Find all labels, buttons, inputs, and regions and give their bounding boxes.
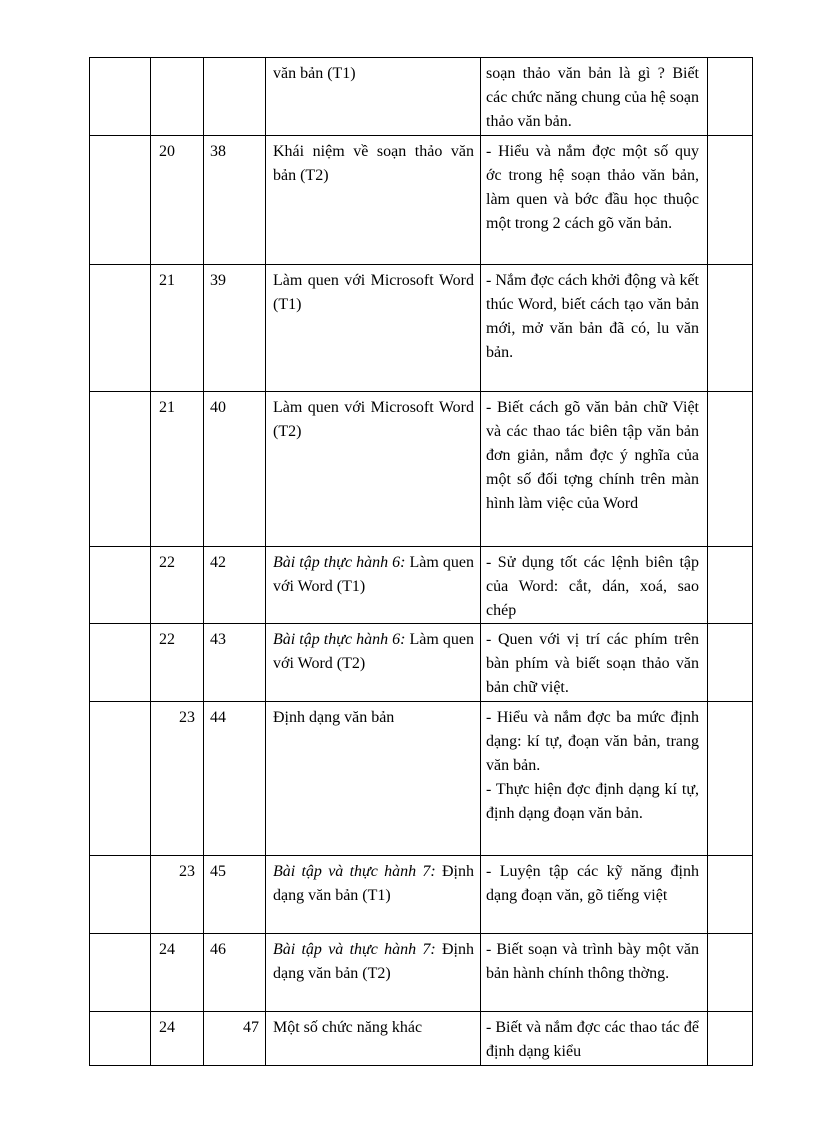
blank-cell bbox=[90, 265, 151, 392]
table-row bbox=[90, 624, 753, 702]
lesson-title-cell bbox=[266, 58, 481, 136]
objective-cell bbox=[481, 392, 708, 547]
objective-text: - Nắm đợc cách khởi động và kết thúc Word, biết cách tạo văn bản mới, mở văn bản đã có, lu văn bản. bbox=[486, 272, 699, 361]
objective-cell bbox=[481, 547, 708, 624]
week-cell: 24 bbox=[151, 1012, 204, 1066]
blank-cell bbox=[90, 702, 151, 856]
lesson-title: văn bản (T1) bbox=[273, 65, 356, 82]
table-row bbox=[90, 392, 753, 547]
week-cell: 22 bbox=[151, 547, 204, 624]
lesson-title: Khái niệm về soạn thảo văn bản (T2) bbox=[273, 143, 474, 184]
lesson-number-cell: 39 bbox=[204, 265, 266, 392]
lesson-number-cell: 38 bbox=[204, 136, 266, 265]
objective-cell bbox=[481, 136, 708, 265]
blank-cell bbox=[90, 1012, 151, 1066]
table-row bbox=[90, 58, 753, 136]
lesson-title-cell bbox=[266, 547, 481, 624]
lesson-title: Làm quen với Word (T2) bbox=[273, 631, 475, 672]
blank-cell bbox=[90, 934, 151, 1012]
notes-cell bbox=[708, 58, 753, 136]
lesson-title-cell bbox=[266, 1012, 481, 1066]
table-row bbox=[90, 265, 753, 392]
lesson-number-cell: 46 bbox=[204, 934, 266, 1012]
objective-cell bbox=[481, 265, 708, 392]
blank-cell bbox=[90, 136, 151, 265]
week-cell: 20 bbox=[151, 136, 204, 265]
lesson-title-prefix: Bài tập thực hành 6: bbox=[273, 554, 406, 571]
notes-cell bbox=[708, 136, 753, 265]
lesson-number-cell: 47 bbox=[204, 1012, 266, 1066]
table-row bbox=[90, 856, 753, 934]
objective-cell bbox=[481, 702, 708, 856]
week-cell: 21 bbox=[151, 265, 204, 392]
lesson-number-cell: 42 bbox=[204, 547, 266, 624]
blank-cell bbox=[90, 58, 151, 136]
objective-text: - Luyện tập các kỹ năng định dạng đoạn văn, gõ tiếng việt bbox=[486, 863, 699, 904]
objective-text: soạn thảo văn bản là gì ? Biết các chức năng chung của hệ soạn thảo văn bản. bbox=[486, 65, 700, 130]
week-cell bbox=[151, 58, 204, 136]
objective-text: - Biết soạn và trình bày một văn bản hành chính thông thờng. bbox=[486, 941, 699, 982]
lesson-title-cell bbox=[266, 934, 481, 1012]
notes-cell bbox=[708, 702, 753, 856]
notes-cell bbox=[708, 856, 753, 934]
blank-cell bbox=[90, 392, 151, 547]
objective-cell bbox=[481, 58, 708, 136]
objective-text: - Hiểu và nắm đợc ba mức định dạng: kí tự, đoạn văn bản, trang văn bản. - Thực hiện đợc định dạng kí tự, định dạng đoạn văn bản. bbox=[486, 709, 699, 822]
lesson-title: Làm quen với Microsoft Word (T1) bbox=[273, 272, 474, 313]
lesson-title: Một số chức năng khác bbox=[273, 1019, 423, 1036]
lesson-number-cell: 44 bbox=[204, 702, 266, 856]
week-cell: 21 bbox=[151, 392, 204, 547]
lesson-title-prefix: Bài tập và thực hành 7: bbox=[273, 941, 436, 958]
objective-cell bbox=[481, 1012, 708, 1066]
objective-cell bbox=[481, 624, 708, 702]
lesson-title: Làm quen với Word (T1) bbox=[273, 554, 475, 595]
lesson-title: Định dạng văn bản (T1) bbox=[273, 863, 475, 904]
lesson-title-cell bbox=[266, 392, 481, 547]
notes-cell bbox=[708, 392, 753, 547]
objective-text: - Sử dụng tốt các lệnh biên tập của Word: cắt, dán, xoá, sao chép bbox=[486, 554, 699, 619]
lesson-title: Làm quen với Microsoft Word (T2) bbox=[273, 399, 474, 440]
lesson-title-cell bbox=[266, 136, 481, 265]
lesson-title: Định dạng văn bản bbox=[273, 709, 395, 726]
table-row bbox=[90, 934, 753, 1012]
objective-text: - Hiểu và nắm đợc một số quy ớc trong hệ soạn thảo văn bản, làm quen và bớc đầu học thuộc một trong 2 cách gõ văn bản. bbox=[486, 143, 699, 232]
blank-cell bbox=[90, 547, 151, 624]
objective-cell bbox=[481, 856, 708, 934]
blank-cell bbox=[90, 624, 151, 702]
objective-text: - Quen với vị trí các phím trên bàn phím và biết soạn thảo văn bản chữ việt. bbox=[486, 631, 699, 696]
lesson-title-prefix: Bài tập thực hành 6: bbox=[273, 631, 406, 648]
week-cell: 23 bbox=[151, 702, 204, 856]
lesson-title: Định dạng văn bản (T2) bbox=[273, 941, 475, 982]
notes-cell bbox=[708, 624, 753, 702]
lesson-number-cell: 43 bbox=[204, 624, 266, 702]
notes-cell bbox=[708, 547, 753, 624]
notes-cell bbox=[708, 1012, 753, 1066]
lesson-title-cell bbox=[266, 624, 481, 702]
week-cell: 23 bbox=[151, 856, 204, 934]
lesson-number-cell: 45 bbox=[204, 856, 266, 934]
lesson-title-cell bbox=[266, 265, 481, 392]
lesson-number-cell: 40 bbox=[204, 392, 266, 547]
week-cell: 22 bbox=[151, 624, 204, 702]
table-row bbox=[90, 1012, 753, 1066]
blank-cell bbox=[90, 856, 151, 934]
table-row bbox=[90, 547, 753, 624]
week-cell: 24 bbox=[151, 934, 204, 1012]
lesson-title-cell bbox=[266, 702, 481, 856]
notes-cell bbox=[708, 934, 753, 1012]
lesson-title-prefix: Bài tập và thực hành 7: bbox=[273, 863, 436, 880]
notes-cell bbox=[708, 265, 753, 392]
objective-cell bbox=[481, 934, 708, 1012]
objective-text: - Biết cách gõ văn bản chữ Việt và các thao tác biên tập văn bản đơn giản, nắm đợc ý nghĩa của một số đối tợng chính trên màn hình làm việc của Word bbox=[486, 399, 699, 512]
lesson-plan-table bbox=[89, 57, 753, 1066]
table-row bbox=[90, 136, 753, 265]
table-row bbox=[90, 702, 753, 856]
objective-text: - Biết và nắm đợc các thao tác để định dạng kiểu bbox=[486, 1019, 699, 1060]
lesson-number-cell bbox=[204, 58, 266, 136]
lesson-title-cell bbox=[266, 856, 481, 934]
